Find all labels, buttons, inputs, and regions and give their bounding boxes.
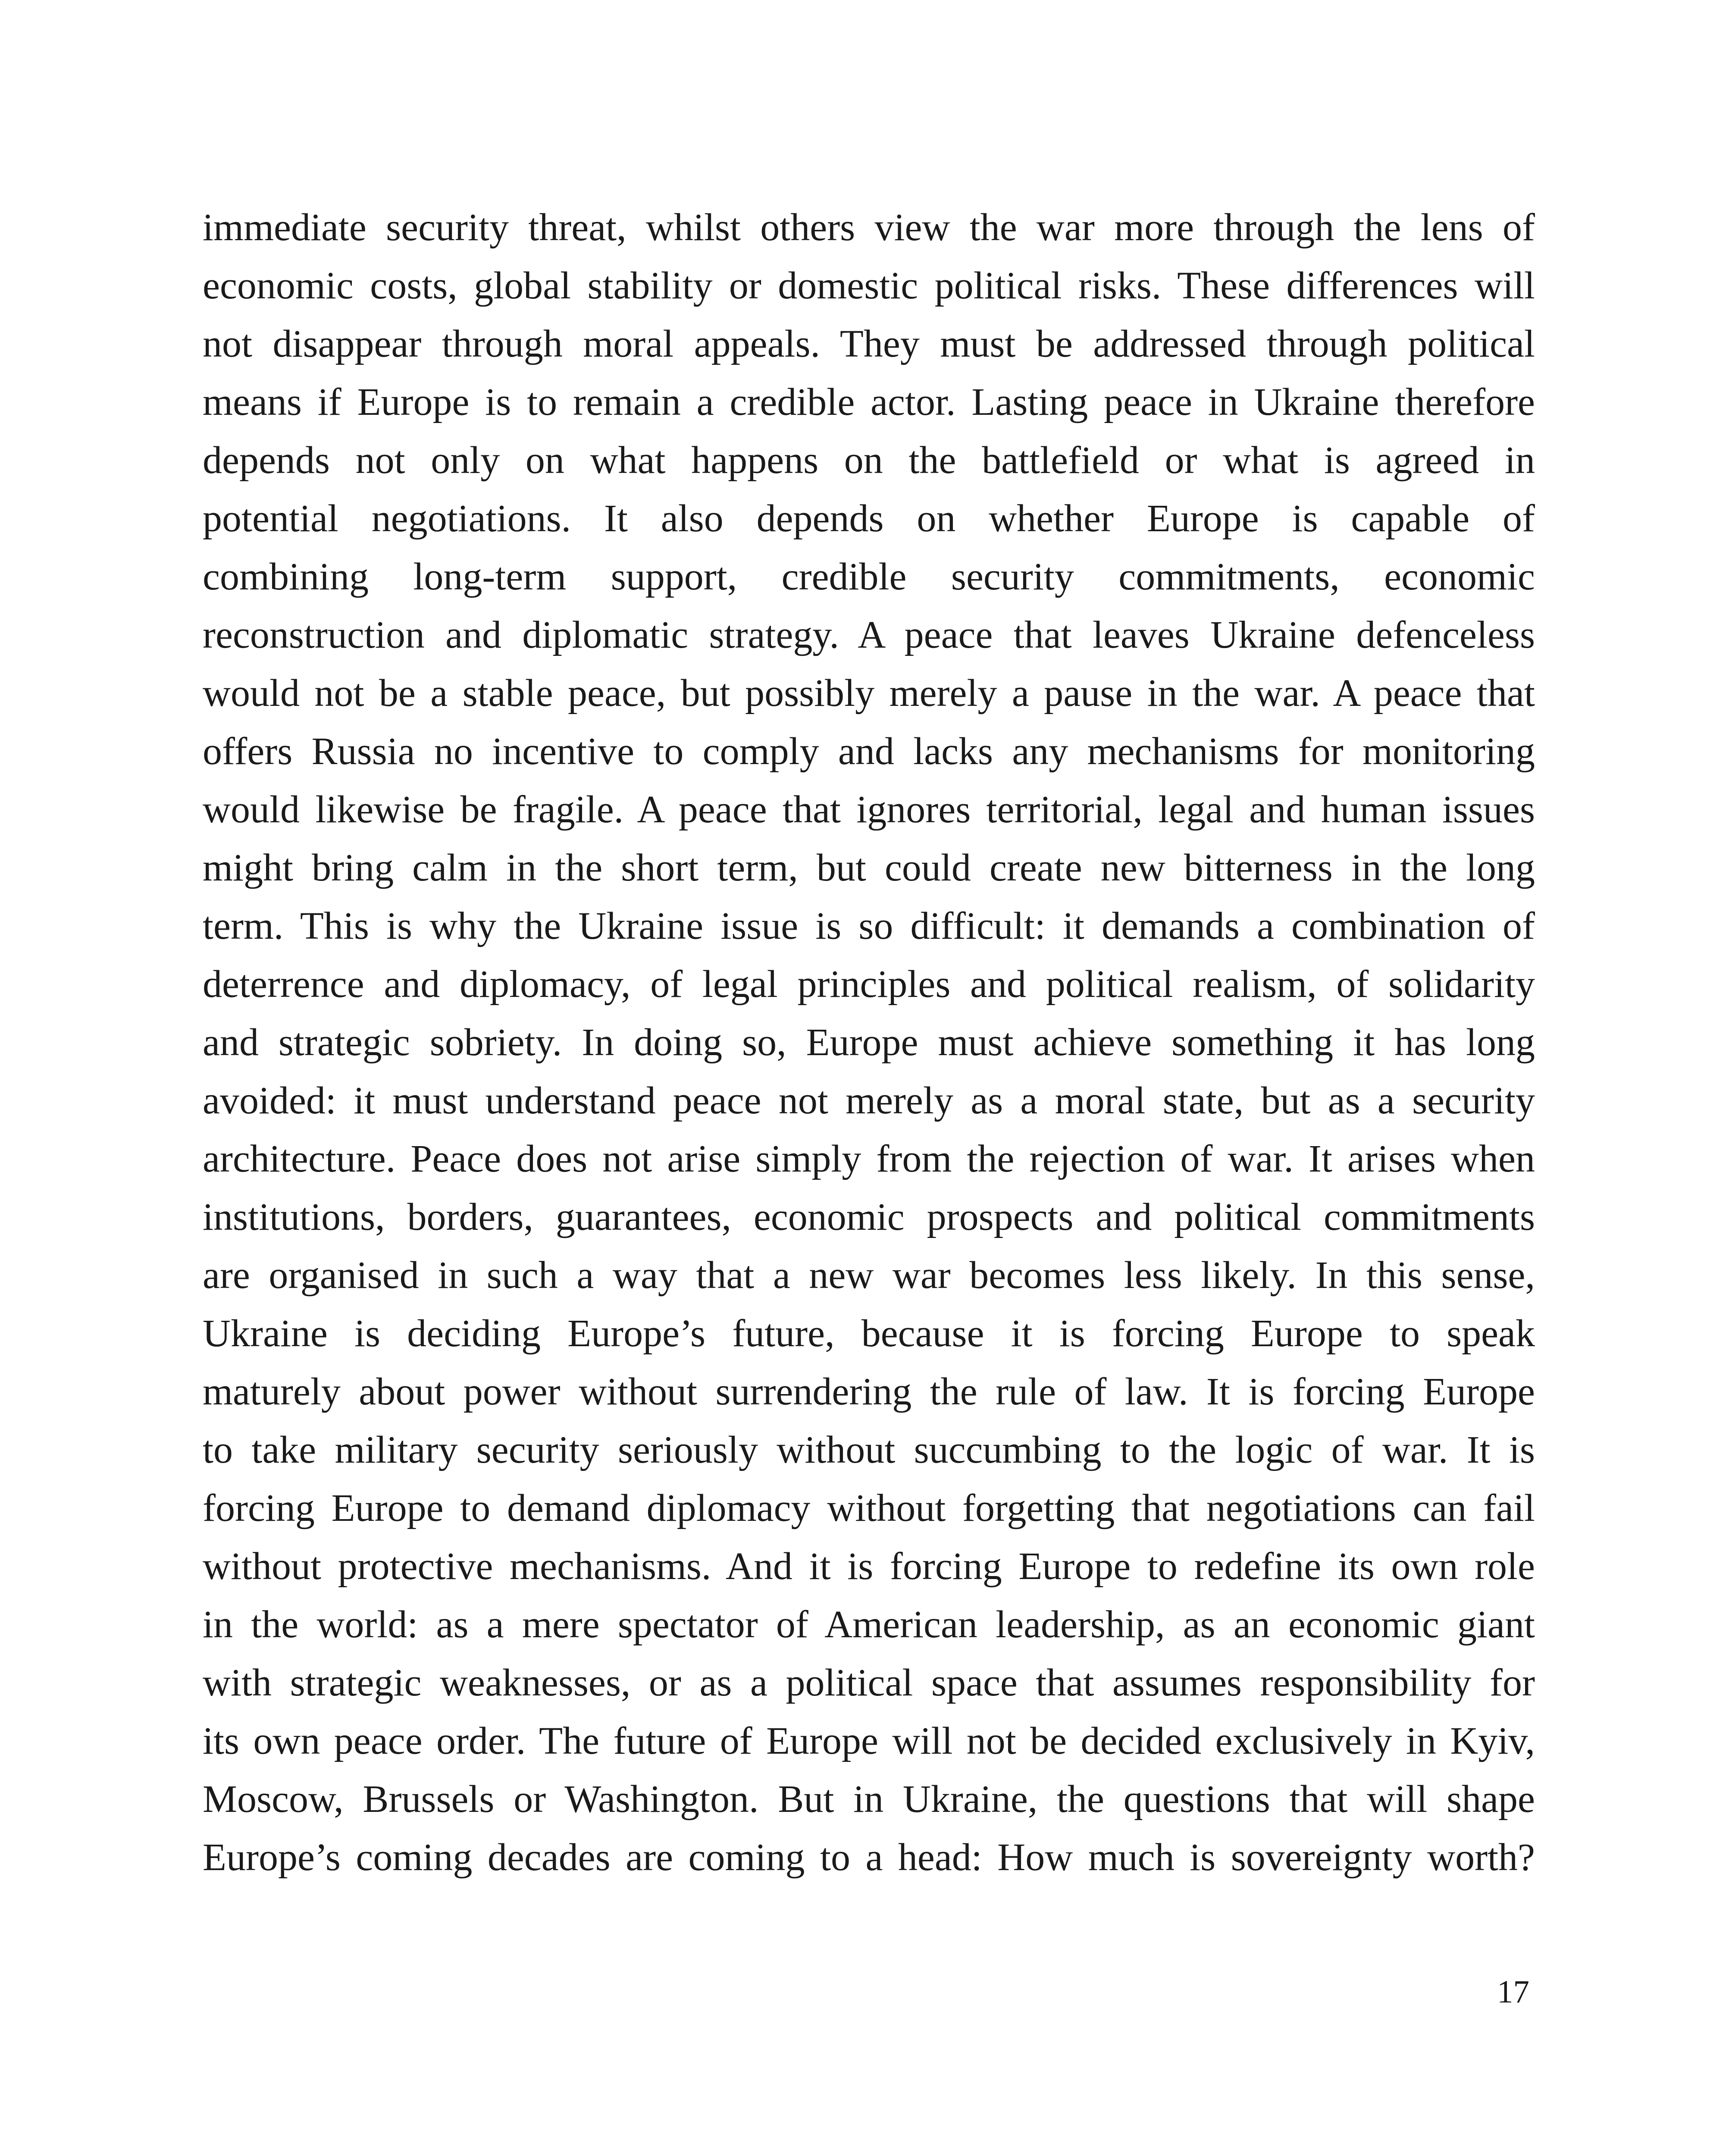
text-line: and strategic sobriety. In doing so, Europe must achieve something it has long [203, 1021, 1535, 1064]
text-line: means if Europe is to remain a credible actor. Lasting peace in Ukraine therefore [203, 381, 1535, 423]
text-line: might bring calm in the short term, but could create new bitterness in the long [203, 846, 1535, 889]
text-line: Ukraine is deciding Europe’s future, because it is forcing Europe to speak [203, 1312, 1535, 1355]
text-line: with strategic weaknesses, or as a political space that assumes responsibility for [203, 1661, 1535, 1704]
text-line: offers Russia no incentive to comply and lacks any mechanisms for monitoring [203, 730, 1535, 773]
text-line: would likewise be fragile. A peace that ignores territorial, legal and human issues [203, 788, 1535, 831]
text-line: immediate security threat, whilst others view the war more through the lens of [203, 206, 1535, 249]
text-line: forcing Europe to demand diplomacy without forgetting that negotiations can fail [203, 1487, 1535, 1529]
text-line: institutions, borders, guarantees, economic prospects and political commitments [203, 1196, 1535, 1238]
text-line: reconstruction and diplomatic strategy. A peace that leaves Ukraine defenceless [203, 614, 1535, 656]
text-line: maturely about power without surrendering the rule of law. It is forcing Europe [203, 1370, 1535, 1413]
page-number: 17 [1497, 1974, 1529, 2010]
text-line: in the world: as a mere spectator of American leadership, as an economic giant [203, 1603, 1535, 1646]
text-line: Moscow, Brussels or Washington. But in Ukraine, the questions that will shape [203, 1778, 1535, 1821]
text-line: Europe’s coming decades are coming to a head: How much is sovereignty worth? [203, 1836, 1535, 1879]
text-line: depends not only on what happens on the battlefield or what is agreed in [203, 439, 1535, 482]
text-line: to take military security seriously without succumbing to the logic of war. It is [203, 1429, 1535, 1471]
text-line: economic costs, global stability or domestic political risks. These differences will [203, 264, 1535, 307]
body-paragraph [203, 198, 1535, 1887]
text-line: avoided: it must understand peace not merely as a moral state, but as a security [203, 1079, 1535, 1122]
text-line: its own peace order. The future of Europe will not be decided exclusively in Kyiv, [203, 1720, 1535, 1762]
text-line: term. This is why the Ukraine issue is so difficult: it demands a combination of [203, 905, 1535, 947]
text-line: potential negotiations. It also depends on whether Europe is capable of [203, 497, 1535, 540]
text-line: are organised in such a way that a new war becomes less likely. In this sense, [203, 1254, 1535, 1297]
text-line: not disappear through moral appeals. They must be addressed through political [203, 323, 1535, 365]
text-line: combining long-term support, credible security commitments, economic [203, 555, 1535, 598]
text-line: would not be a stable peace, but possibly merely a pause in the war. A peace that [203, 672, 1535, 714]
text-line: architecture. Peace does not arise simply from the rejection of war. It arises when [203, 1138, 1535, 1180]
text-line: deterrence and diplomacy, of legal principles and political realism, of solidarity [203, 963, 1535, 1006]
text-line: without protective mechanisms. And it is forcing Europe to redefine its own role [203, 1545, 1535, 1588]
